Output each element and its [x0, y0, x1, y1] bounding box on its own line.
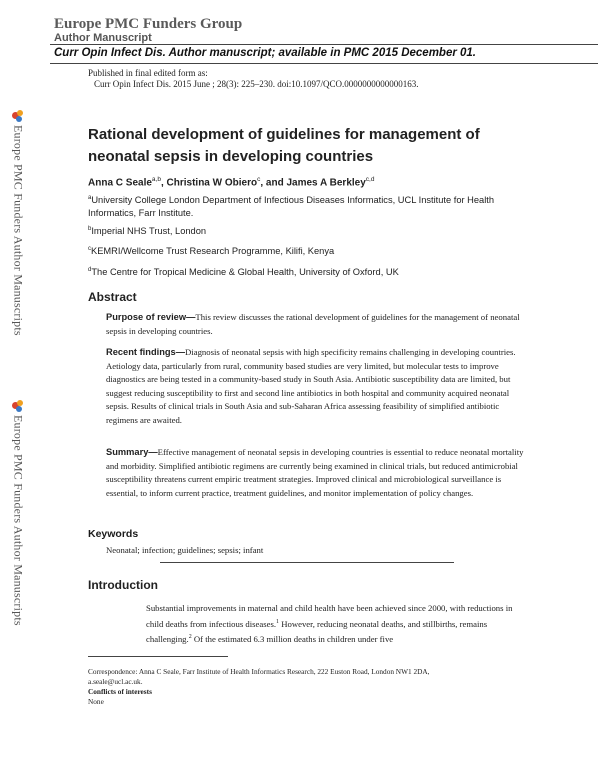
author-sup: a,b — [151, 176, 161, 183]
introduction-paragraph: Substantial improvements in maternal and child health have been achieved since 2000, with reductions in child deaths from infectious diseases.$^1$ However, reducing neonatal deaths, and stillbirths, remains challenging.$^2$ Of the estimated 6.3 million deaths in children under five — [146, 603, 513, 644]
author-name: Anna C Seale — [88, 177, 152, 189]
citation: Curr Opin Infect Dis. 2015 June ; 28(3): 225–230. doi:10.1097/QCO.0000000000000163. — [94, 79, 419, 89]
citation-ref: 2 — [188, 633, 192, 640]
keywords-list: Neonatal; infection; guidelines; sepsis; infant — [106, 545, 264, 555]
footnote-divider — [88, 656, 228, 657]
author-list: Anna C Seale$^{a,b}$, Christina W Obiero$^c$, and James A Berkley$^{c,d}$ — [88, 176, 375, 189]
abstract-findings: Recent findings—Diagnosis of neonatal sepsis with high specificity remains challenging in developing countries. Aetiology data, particularly from rural, community based studies are very limited, but molecular tests to improve diagnostics are being tested in a community-based study in South Asia. Antibiotic susceptibility data are limited, but suggest reducing susceptibility to first and second line antibiotics in both hospital and community acquired neonatal sepsis. Results of clinical trials in South Asia and sub-Saharan Africa assessing feasibility of simplified antibiotic regimens are awaited. — [106, 347, 516, 425]
published-label: Published in final edited form as: — [88, 68, 208, 78]
correspondence-note: Correspondence: Anna C Seale, Farr Institute of Health Informatics Research, 222 Euston Road, London NW1 2DA, — [88, 667, 430, 676]
side-watermark-bottom — [8, 400, 28, 626]
affiliation: $^d$The Centre for Tropical Medicine & Global Health, University of Oxford, UK — [88, 267, 399, 278]
affiliation: $^c$KEMRI/Wellcome Trust Research Programme, Kilifi, Kenya — [88, 246, 335, 257]
affiliation: $^b$Imperial NHS Trust, London — [88, 226, 207, 237]
europe-pmc-logo-icon — [12, 400, 24, 412]
keywords-heading: Keywords — [88, 528, 139, 540]
author-manuscript-label: Author Manuscript — [54, 32, 152, 44]
author-sup: c — [257, 176, 261, 183]
funders-group-title: Europe PMC Funders Group — [54, 16, 243, 32]
author-name: James A Berkley — [286, 177, 366, 189]
journal-availability-line: Curr Opin Infect Dis. Author manuscript; available in PMC 2015 December 01. — [54, 47, 476, 59]
side-watermark-top — [8, 110, 28, 336]
conflicts-text: None — [88, 697, 104, 706]
abstract-heading: Abstract — [88, 290, 137, 304]
article-title: Rational development of guidelines for management of neonatal sepsis in developing countries — [88, 126, 480, 165]
header-divider — [50, 44, 598, 45]
affiliation: $^a$University College London Department of Infectious Diseases Informatics, UCL Institute for Health Informatics, Farr Institute. — [88, 195, 495, 219]
citation-ref: 1 — [276, 618, 280, 625]
correspondence-email[interactable]: a.seale@ucl.ac.uk. — [88, 677, 143, 686]
header-divider-2 — [50, 63, 598, 64]
author-sup: c,d — [365, 176, 375, 183]
conflicts-heading: Conflicts of interests — [88, 687, 152, 696]
europe-pmc-logo-icon — [12, 110, 24, 122]
introduction-heading: Introduction — [88, 578, 158, 592]
author-name: Christina W Obiero — [166, 177, 258, 189]
side-watermark-text: Europe PMC Funders Author Manuscripts — [11, 415, 26, 626]
section-divider — [160, 562, 454, 563]
abstract-purpose: Purpose of review—This review discusses the rational development of guidelines for the management of neonatal sepsis in developing countries. — [106, 312, 520, 336]
abstract-summary: Summary—Effective management of neonatal sepsis in developing countries is essential to reduce neonatal mortality and morbidity. Simplified antibiotic regimens are currently being examined in clinical trials, but reduced antimicrobial susceptibility threatens current empiric treatment strategies. Improved clinical and microbiological surveillance is essential, to inform current practice, treatment guidelines, and monitor implementation of policy changes. — [106, 447, 524, 498]
side-watermark-text: Europe PMC Funders Author Manuscripts — [11, 125, 26, 336]
